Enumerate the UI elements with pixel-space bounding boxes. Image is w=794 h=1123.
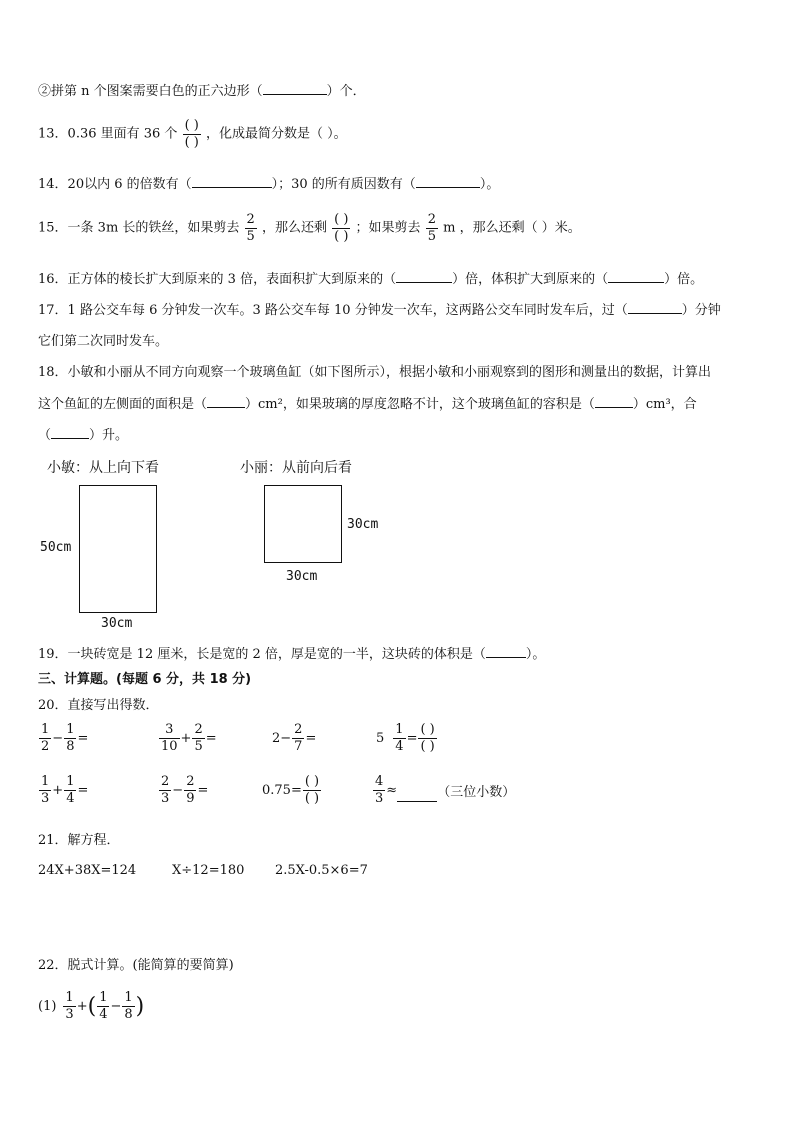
answer-blank[interactable] xyxy=(628,301,682,314)
fraction-numerator: ( ) xyxy=(184,118,199,133)
top-view-height-label: 50cm xyxy=(40,540,72,555)
equals: = xyxy=(197,783,209,798)
fraction-numerator: 1 xyxy=(66,722,75,737)
equation-2: X÷12=180 xyxy=(172,863,245,878)
answer-blank[interactable] xyxy=(192,175,272,188)
q22-expression-1 xyxy=(38,990,144,1023)
q14-text-a: 14．20以内 6 的倍数有（ xyxy=(38,177,192,192)
q16-text-b: ）倍，体积扩大到原来的（ xyxy=(452,272,609,287)
q13-text-b: ，化成最简分数是（ ）。 xyxy=(206,126,347,142)
fraction-denominator: 3 xyxy=(161,791,170,806)
q20-item-r1c4 xyxy=(376,722,438,755)
fraction xyxy=(426,212,438,245)
q20-item-r1c1 xyxy=(38,722,88,755)
whole-number: 5 xyxy=(376,731,385,746)
q15-answer-fraction[interactable] xyxy=(332,212,350,245)
front-view-square xyxy=(264,485,342,563)
fraction-numerator: 1 xyxy=(41,722,50,737)
answer-blank[interactable] xyxy=(416,175,480,188)
fraction-denominator: 7 xyxy=(294,739,303,754)
q15-text-b: ，那么还剩 xyxy=(261,220,327,236)
fraction-denominator: 2 xyxy=(41,739,50,754)
left-paren: ( xyxy=(87,993,97,1019)
fraction-numerator: 1 xyxy=(65,990,74,1005)
fraction-denominator: 4 xyxy=(395,739,404,754)
top-view-rectangle xyxy=(79,485,157,613)
q12-text-a: ②拼第 n 个图案需要白色的正六边形（ xyxy=(38,84,263,99)
answer-blank[interactable] xyxy=(396,270,452,283)
equals: = xyxy=(305,731,317,746)
answer-fraction[interactable] xyxy=(303,774,321,807)
operator: − xyxy=(52,731,64,746)
lead-term: 0.75= xyxy=(262,783,302,798)
q18-line3-b: ）升。 xyxy=(89,428,129,443)
q13-answer-fraction[interactable] xyxy=(183,118,201,151)
q17-text-b: ）分钟 xyxy=(681,303,721,318)
q17-line2: 它们第二次同时发车。 xyxy=(38,334,169,349)
fraction-denominator: 3 xyxy=(65,1007,74,1022)
fraction-denominator: 4 xyxy=(66,791,75,806)
fraction xyxy=(245,212,257,245)
operator: + xyxy=(52,783,64,798)
operator: − xyxy=(110,999,122,1014)
fraction-numerator: ( ) xyxy=(420,722,435,737)
section-3-heading: 三、计算题。(每题 6 分，共 18 分) xyxy=(38,672,252,687)
precision-note: （三位小数） xyxy=(437,785,516,800)
fraction-denominator: 8 xyxy=(66,739,75,754)
q16-text-a: 16．正方体的棱长扩大到原来的 3 倍，表面积扩大到原来的（ xyxy=(38,272,397,287)
q20-item-r2c3 xyxy=(262,774,322,807)
sub-question-label: (1) xyxy=(38,999,57,1014)
q20-item-r2c2 xyxy=(158,774,208,807)
q20-item-r2c4 xyxy=(372,774,515,807)
q15-text-d: m ，那么还剩（ ）米。 xyxy=(443,220,581,236)
fraction-numerator: 1 xyxy=(66,774,75,789)
fraction-denominator: 4 xyxy=(99,1007,108,1022)
fraction-numerator: 2 xyxy=(161,774,170,789)
question-18-line2 xyxy=(38,395,697,414)
operator: + xyxy=(76,999,88,1014)
fraction-numerator: 2 xyxy=(427,212,436,227)
question-15 xyxy=(38,212,581,245)
top-view-width-label: 30cm xyxy=(101,616,133,631)
q13-text-a: 13．0.36 里面有 36 个 xyxy=(38,126,178,142)
q18-line2-b: ）cm²，如果玻璃的厚度忽略不计，这个玻璃鱼缸的容积是（ xyxy=(245,397,595,412)
operator: + xyxy=(180,731,192,746)
question-21-title: 21．解方程． xyxy=(38,833,120,848)
q17-text-a: 17．1 路公交车每 6 分钟发一次车。3 路公交车每 10 分钟发一次车，这两路公交车同时发车后，过（ xyxy=(38,303,628,318)
fraction-numerator: 1 xyxy=(99,990,108,1005)
answer-blank[interactable] xyxy=(486,645,526,658)
q15-text-c: ；如果剪去 xyxy=(355,220,421,236)
answer-fraction[interactable] xyxy=(418,722,436,755)
question-22-title: 22．脱式计算。(能简算的要简算) xyxy=(38,958,234,973)
question-17-line1 xyxy=(38,301,721,320)
equals: = xyxy=(205,731,217,746)
equals: = xyxy=(77,731,89,746)
question-18-line1 xyxy=(38,364,711,382)
question-16 xyxy=(38,270,703,289)
fraction-numerator: 2 xyxy=(186,774,195,789)
fraction-denominator: ( ) xyxy=(184,135,199,150)
q15-text-a: 15．一条 3m 长的铁丝，如果剪去 xyxy=(38,220,240,236)
q19-text-a: 19．一块砖宽是 12 厘米，长是宽的 2 倍，厚是宽的一半，这块砖的体积是（ xyxy=(38,647,486,662)
fraction-numerator: 1 xyxy=(41,774,50,789)
lead-term: 2− xyxy=(272,731,292,746)
q20-item-r2c1 xyxy=(38,774,88,807)
equals: = xyxy=(406,731,418,746)
equals: = xyxy=(77,783,89,798)
equation-1: 24X+38X=124 xyxy=(38,863,137,878)
equation-3: 2.5X-0.5×6=7 xyxy=(275,863,368,878)
question-12-part2 xyxy=(38,82,366,101)
answer-blank[interactable] xyxy=(263,82,327,95)
xiaomin-caption: 小敏：从上向下看 xyxy=(47,460,159,476)
q16-text-c: ）倍。 xyxy=(664,272,704,287)
question-20-title: 20．直接写出得数． xyxy=(38,698,159,713)
fraction-denominator: 10 xyxy=(161,739,178,754)
question-14 xyxy=(38,175,499,194)
answer-blank[interactable] xyxy=(595,395,633,408)
front-view-width-label: 30cm xyxy=(286,569,318,584)
question-19 xyxy=(38,645,545,664)
fraction-numerator: 1 xyxy=(395,722,404,737)
question-17-line2 xyxy=(38,333,168,351)
fraction-denominator: 5 xyxy=(427,229,436,244)
fraction-numerator: 4 xyxy=(375,774,384,789)
fraction-denominator: 8 xyxy=(124,1007,133,1022)
fraction-numerator: ( ) xyxy=(334,212,349,227)
q14-text-b: ）；30 的所有质因数有（ xyxy=(271,177,416,192)
fraction-numerator: 3 xyxy=(159,722,180,739)
q18-line1: 18．小敏和小丽从不同方向观察一个玻璃鱼缸（如下图所示），根据小敏和小丽观察到的图形和测量出的数据，计算出 xyxy=(38,365,712,380)
q20-item-r1c2 xyxy=(158,722,217,755)
q20-item-r1c3 xyxy=(272,722,316,755)
xiaoli-caption: 小丽：从前向后看 xyxy=(240,460,352,476)
fraction-denominator: ( ) xyxy=(334,229,349,244)
approx-sign: ≈ xyxy=(386,783,398,798)
fraction-denominator: 5 xyxy=(246,229,255,244)
answer-blank[interactable] xyxy=(51,426,89,439)
q18-line3-a: （ xyxy=(38,428,52,443)
answer-blank[interactable] xyxy=(397,789,437,802)
fraction-denominator: 3 xyxy=(41,791,50,806)
question-18-line3 xyxy=(38,426,128,445)
q19-text-b: ）。 xyxy=(525,647,546,662)
answer-blank[interactable] xyxy=(207,395,245,408)
fraction-denominator: 5 xyxy=(194,739,203,754)
answer-blank[interactable] xyxy=(608,270,664,283)
fraction-numerator: 1 xyxy=(124,990,133,1005)
fraction-denominator: ( ) xyxy=(304,791,320,806)
fraction-denominator: 9 xyxy=(186,791,195,806)
q14-text-c: ）。 xyxy=(479,177,500,192)
q18-line2-c: ）cm³，合 xyxy=(632,397,697,412)
question-13 xyxy=(38,118,347,151)
fraction-denominator: 3 xyxy=(375,791,384,806)
fraction-numerator: 2 xyxy=(246,212,255,227)
fraction-denominator: ( ) xyxy=(420,739,435,754)
operator: − xyxy=(172,783,184,798)
fraction-numerator: 2 xyxy=(294,722,303,737)
right-paren: ) xyxy=(135,993,145,1019)
front-view-height-label: 30cm xyxy=(347,517,379,532)
fraction-numerator: ( ) xyxy=(304,774,320,789)
q18-line2-a: 这个鱼缸的左侧面的面积是（ xyxy=(38,397,208,412)
fraction-numerator: 2 xyxy=(194,722,203,737)
q12-text-b: ）个． xyxy=(326,84,366,99)
